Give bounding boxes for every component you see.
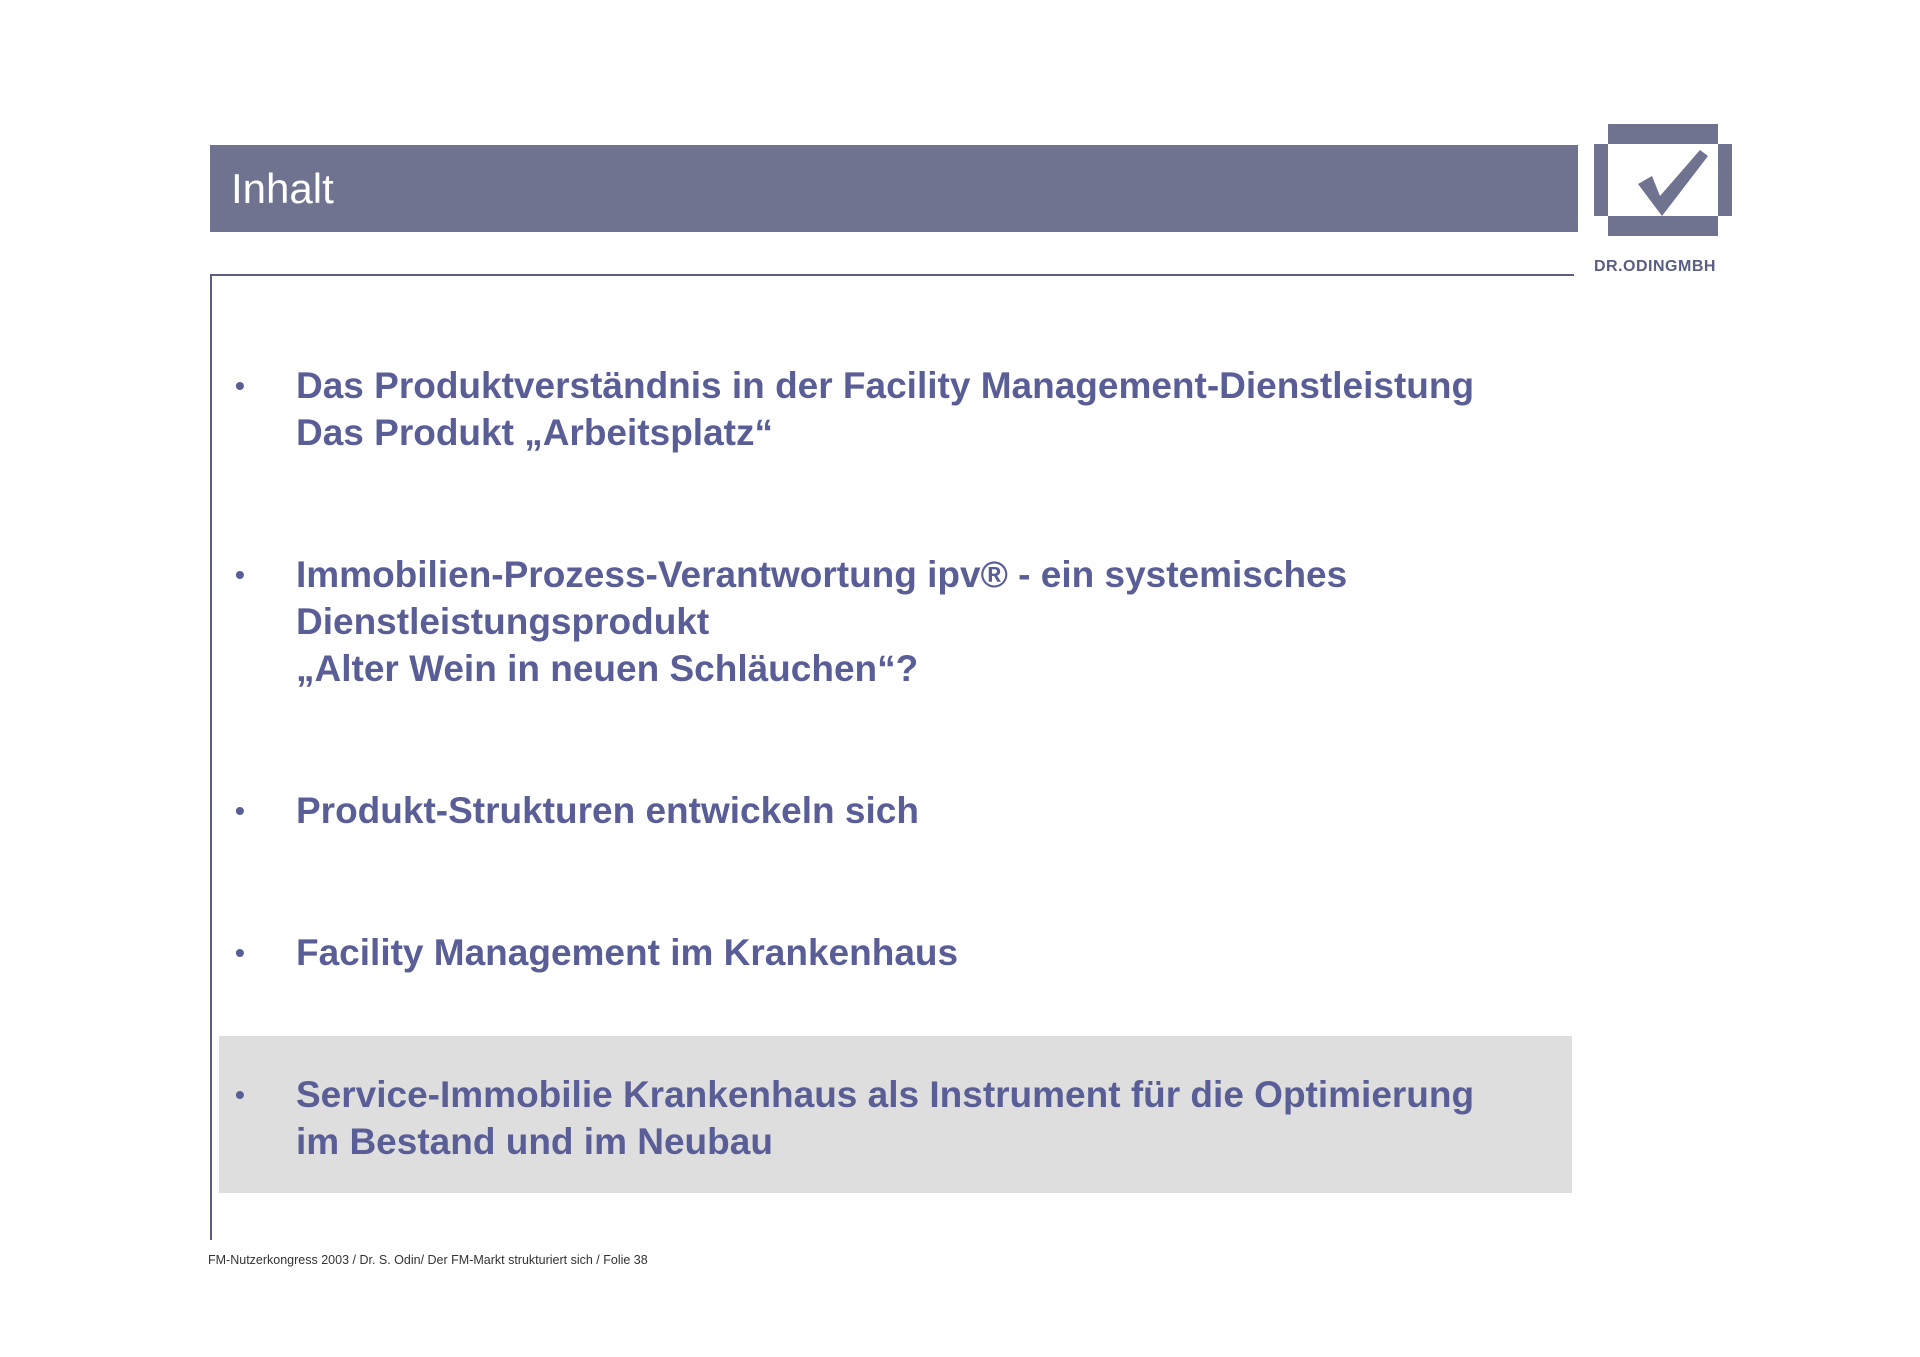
bullet: • bbox=[235, 795, 245, 826]
list-item-line: Das Produktverständnis in der Facility Management-Dienstleistung bbox=[296, 365, 1475, 406]
page-title: Inhalt bbox=[231, 165, 334, 212]
bullet: • bbox=[235, 370, 245, 401]
bullet: • bbox=[235, 937, 245, 968]
list-item-line: „Alter Wein in neuen Schläuchen“? bbox=[296, 648, 919, 689]
list-item-line: im Bestand und im Neubau bbox=[296, 1121, 773, 1162]
logo-text: DR.ODINGMBH bbox=[1594, 258, 1716, 275]
list-item-line: Immobilien-Prozess-Verantwortung ipv® - ein systemisches bbox=[296, 554, 1348, 595]
footer-text: FM-Nutzerkongress 2003 / Dr. S. Odin/ Der FM-Markt strukturiert sich / Folie 38 bbox=[208, 1253, 648, 1267]
list-item-line: Produkt-Strukturen entwickeln sich bbox=[296, 790, 919, 831]
bullet: • bbox=[235, 1079, 245, 1110]
left-divider bbox=[210, 274, 212, 1240]
bullet: • bbox=[235, 559, 245, 590]
list-item-line: Service-Immobilie Krankenhaus als Instrument für die Optimierung bbox=[296, 1074, 1475, 1115]
title-bar bbox=[210, 145, 1578, 232]
header-divider bbox=[212, 274, 1574, 276]
list-item-line: Das Produkt „Arbeitsplatz“ bbox=[296, 412, 773, 453]
list-item-line: Dienstleistungsprodukt bbox=[296, 601, 710, 642]
checkmark-logo-icon bbox=[1594, 124, 1732, 236]
list-item-line: Facility Management im Krankenhaus bbox=[296, 932, 959, 973]
